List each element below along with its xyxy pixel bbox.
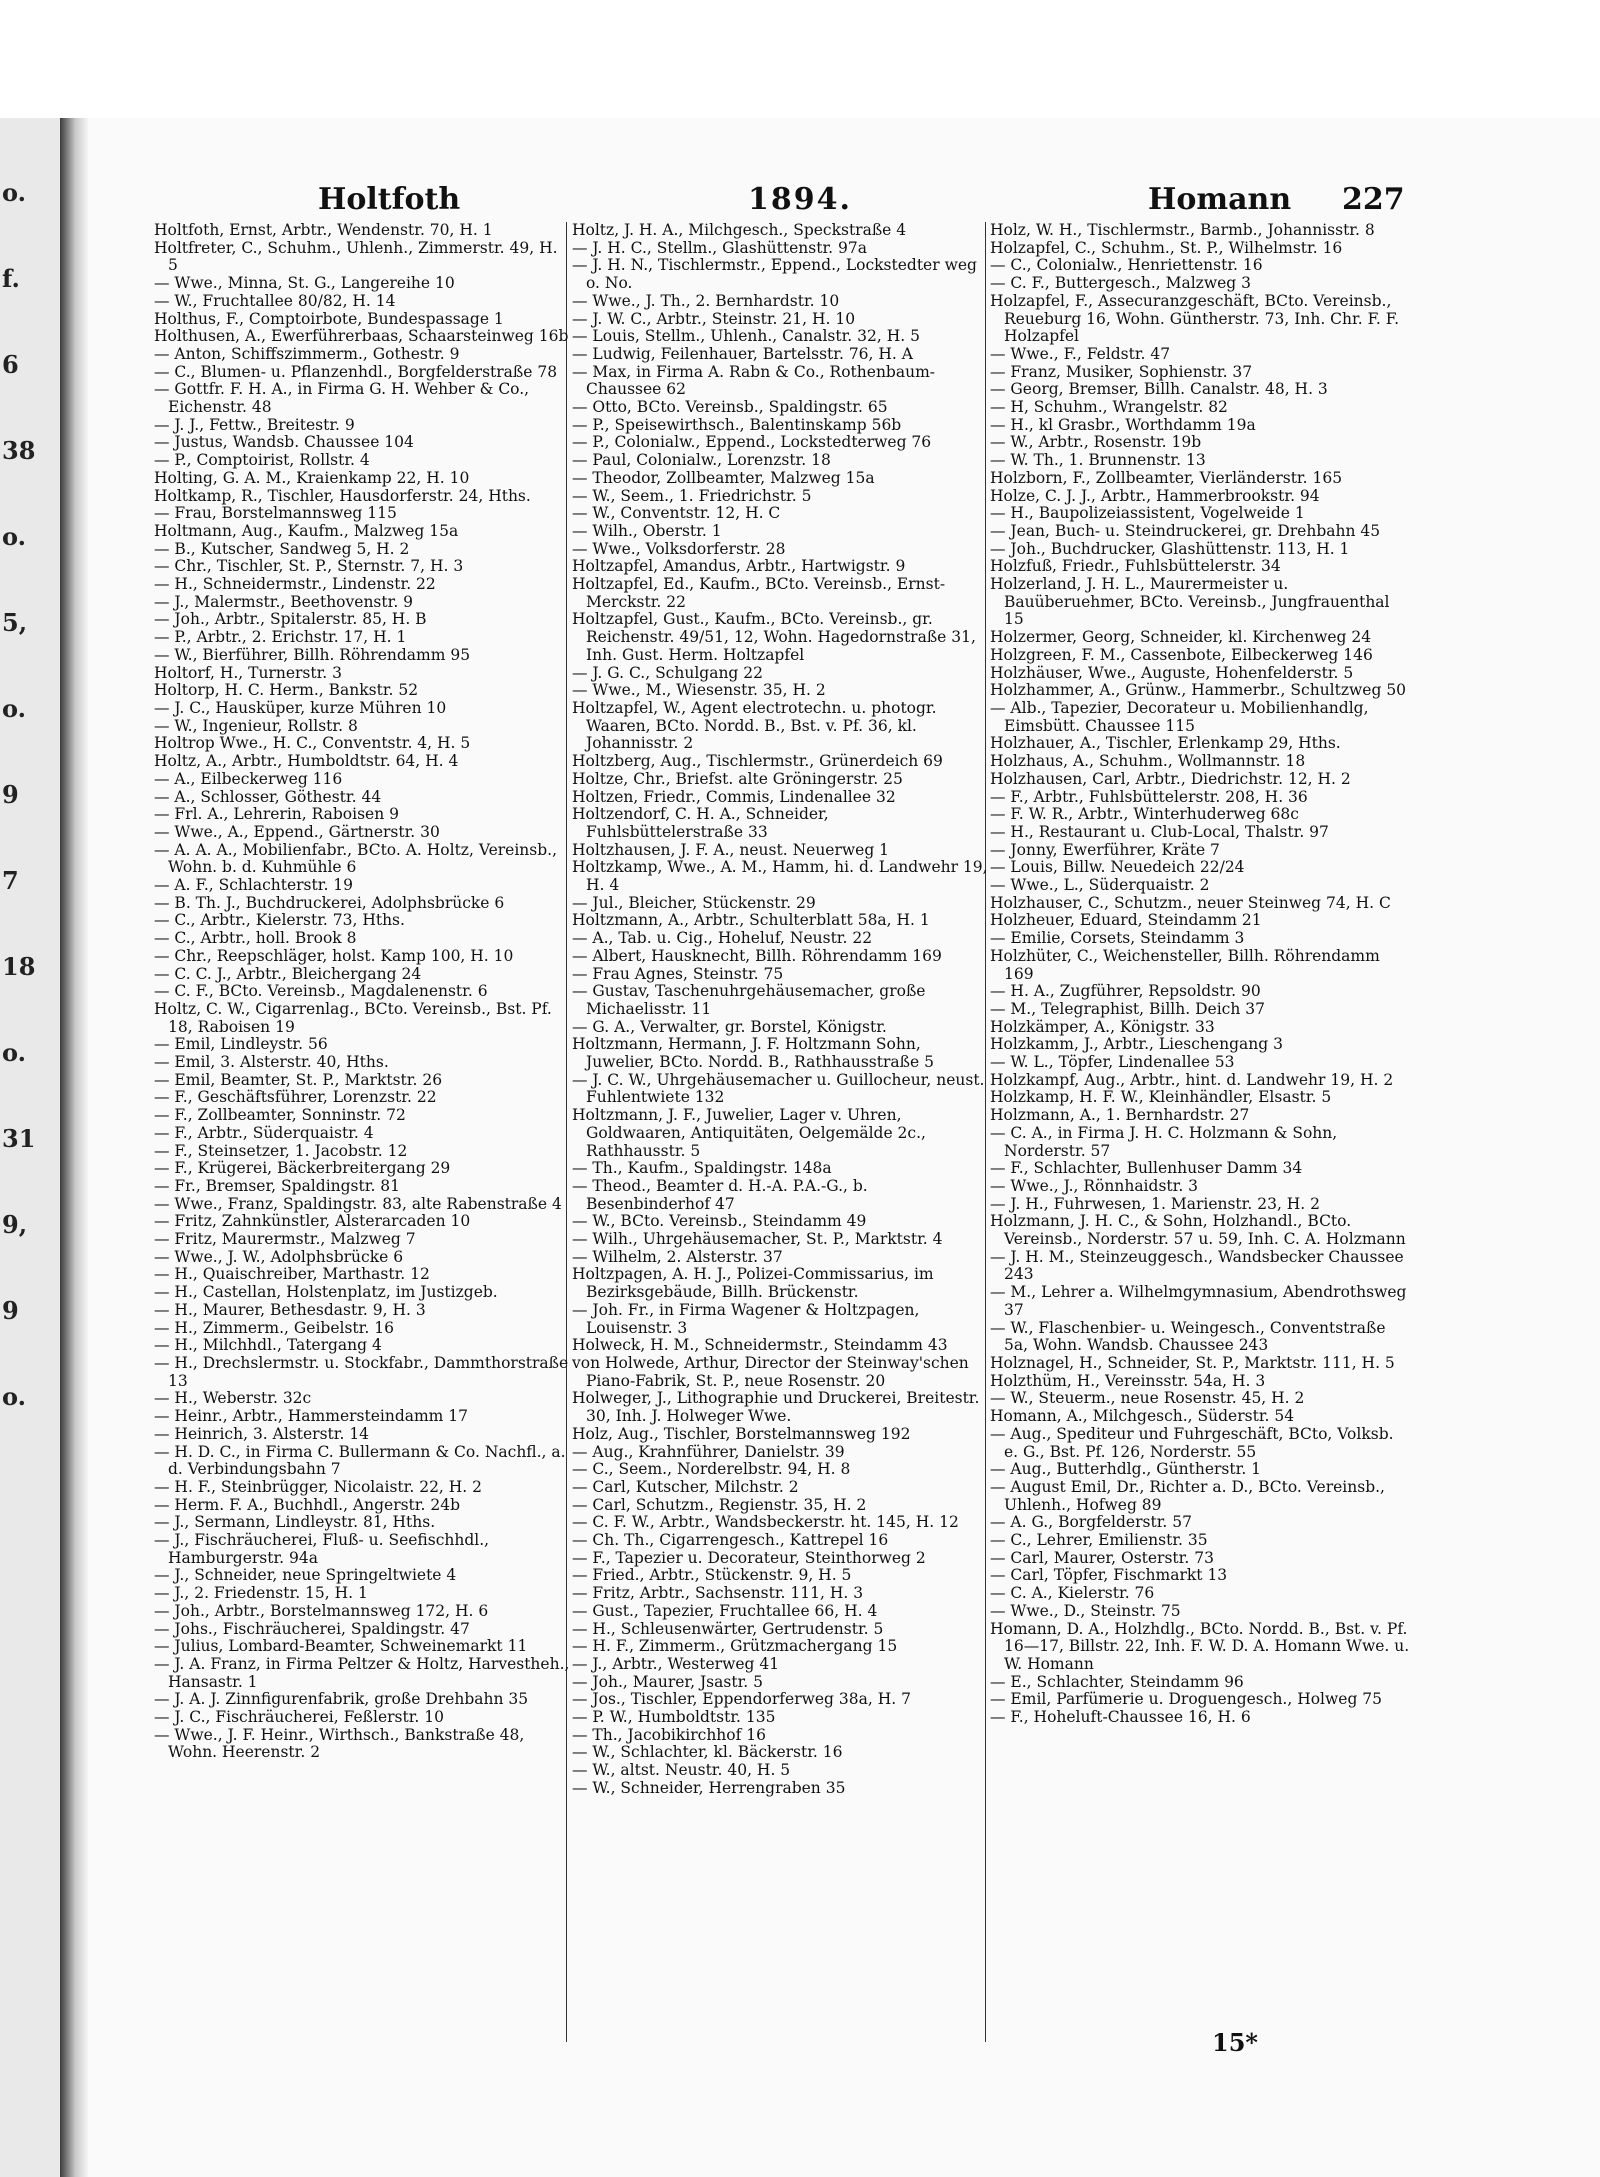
directory-entry: Holtorf, H., Turnerstr. 3 — [154, 663, 343, 682]
directory-entry: — Georg, Bremser, Billh. Canalstr. 48, H. 3 — [990, 380, 1328, 399]
directory-entry: — Wwe., D., Steinstr. 75 — [990, 1601, 1181, 1620]
directory-entry: — Joh., Buchdrucker, Glashüttenstr. 113, H. 1 — [990, 539, 1350, 558]
directory-entry: — W. Th., 1. Brunnenstr. 13 — [990, 451, 1206, 470]
directory-entry: — Fritz, Arbtr., Sachsenstr. 111, H. 3 — [572, 1584, 864, 1603]
directory-entry: Holzmann, J. H. C., & Sohn, Holzhandl., BCto. Vereinsb., Norderstr. 57 u. 59, Inh. C. A. Holzmann — [990, 1212, 1406, 1249]
directory-entry: Holzhäuser, Wwe., Auguste, Hohenfelderstr. 5 — [990, 663, 1354, 682]
directory-entry: — Joh., Maurer, Jsastr. 5 — [572, 1672, 763, 1691]
directory-entry: Holtzhausen, J. F. A., neust. Neuerweg 1 — [572, 840, 890, 859]
directory-entry: — H., Restaurant u. Club-Local, Thalstr. 97 — [990, 822, 1329, 841]
previous-page-fragment: 18 — [2, 952, 36, 981]
directory-entry: Homann, A., Milchgesch., Süderstr. 54 — [990, 1407, 1295, 1426]
directory-entry: — W., Arbtr., Rosenstr. 19b — [990, 433, 1202, 452]
book-spine — [60, 118, 88, 2177]
running-head-right: Homann — [1148, 182, 1292, 217]
directory-column-2 — [572, 222, 990, 2122]
directory-entry: — P., Speisewirthsch., Balentinskamp 56b — [572, 415, 902, 434]
directory-entry: Holzkamp, H. F. W., Kleinhändler, Elsastr. 5 — [990, 1088, 1332, 1107]
directory-entry: — H. F., Zimmerm., Grützmachergang 15 — [572, 1637, 898, 1656]
directory-entry: — Fritz, Zahnkünstler, Alsterarcaden 10 — [154, 1212, 471, 1231]
directory-entry: — J., Arbtr., Westerweg 41 — [572, 1654, 780, 1673]
directory-entry: Holting, G. A. M., Kraienkamp 22, H. 10 — [154, 468, 470, 487]
directory-entry: — C. A., in Firma J. H. C. Holzmann & Sohn, Norderstr. 57 — [990, 1123, 1338, 1160]
previous-page-fragment: o. — [2, 178, 26, 207]
directory-entry: Holweger, J., Lithographie und Druckerei, Breitestr. 30, Inh. J. Holweger Wwe. — [572, 1389, 980, 1426]
directory-entry: — Aug., Butterhdlg., Güntherstr. 1 — [990, 1460, 1262, 1479]
directory-entry: — Wwe., Franz, Spaldingstr. 83, alte Rabenstraße 4 — [154, 1194, 562, 1213]
directory-entry: — W., Fruchtallee 80/82, H. 14 — [154, 291, 396, 310]
directory-entry: — P. W., Humboldtstr. 135 — [572, 1708, 776, 1727]
directory-entry: — Th., Kaufm., Spaldingstr. 148a — [572, 1159, 832, 1178]
directory-entry: — Theod., Beamter d. H.-A. P.A.-G., b. Besenbinderhof 47 — [572, 1176, 868, 1213]
directory-entry: — J. H. M., Steinzeuggesch., Wandsbecker Chaussee 243 — [990, 1247, 1404, 1284]
directory-entry: Holtze, Chr., Briefst. alte Gröningerstr. 25 — [572, 769, 903, 788]
signature-mark: 15* — [1212, 2028, 1258, 2057]
directory-entry: — Carl, Töpfer, Fischmarkt 13 — [990, 1566, 1228, 1585]
directory-entry: — Emil, 3. Alsterstr. 40, Hths. — [154, 1053, 389, 1072]
directory-entry: — H. F., Steinbrügger, Nicolaistr. 22, H. 2 — [154, 1477, 483, 1496]
directory-entry: — Aug., Krahnführer, Danielstr. 39 — [572, 1442, 845, 1461]
directory-entry: — Jean, Buch- u. Steindruckerei, gr. Drehbahn 45 — [990, 521, 1381, 540]
directory-entry: — Wwe., J. Th., 2. Bernhardstr. 10 — [572, 291, 840, 310]
directory-entry: — F., Steinsetzer, 1. Jacobstr. 12 — [154, 1141, 408, 1160]
directory-entry: — Wwe., J., Rönnhaidstr. 3 — [990, 1176, 1199, 1195]
directory-entry: — Albert, Hausknecht, Billh. Röhrendamm 169 — [572, 946, 942, 965]
previous-page-fragment: o. — [2, 1038, 26, 1067]
directory-entry: — Emil, Lindleystr. 56 — [154, 1035, 328, 1054]
directory-entry: — H., Schneidermstr., Lindenstr. 22 — [154, 575, 436, 594]
directory-entry: Holzapfel, C., Schuhm., St. P., Wilhelmstr. 16 — [990, 238, 1343, 257]
directory-entry: — Herm. F. A., Buchhdl., Angerstr. 24b — [154, 1495, 460, 1514]
directory-entry: — Wwe., A., Eppend., Gärtnerstr. 30 — [154, 822, 440, 841]
directory-entry: Homann, D. A., Holzhdlg., BCto. Nordd. B., Bst. v. Pf. 16—17, Billstr. 22, Inh. F. W. D. A. Homann Wwe. u. W. Homann — [990, 1619, 1410, 1673]
directory-entry: — Julius, Lombard-Beamter, Schweinemarkt 11 — [154, 1637, 528, 1656]
directory-entry: Holzhüter, C., Weichensteller, Billh. Röhrendamm 169 — [990, 946, 1380, 983]
directory-entry: — Ludwig, Feilenhauer, Bartelsstr. 76, H. A — [572, 344, 913, 363]
directory-entry: — Louis, Stellm., Uhlenh., Canalstr. 32, H. 5 — [572, 327, 920, 346]
directory-entry: — A. G., Borgfelderstr. 57 — [990, 1513, 1192, 1532]
directory-entry: — Wilh., Uhrgehäusemacher, St. P., Marktstr. 4 — [572, 1230, 943, 1249]
directory-entry: — Wwe., L., Süderquaistr. 2 — [990, 876, 1210, 895]
directory-entry: — Chr., Reepschläger, holst. Kamp 100, H. 10 — [154, 946, 514, 965]
directory-entry: — Jonny, Ewerführer, Kräte 7 — [990, 840, 1220, 859]
directory-entry: Holtrop Wwe., H. C., Conventstr. 4, H. 5 — [154, 734, 471, 753]
previous-page-fragment: o. — [2, 522, 26, 551]
directory-entry: Holtzapfel, Ed., Kaufm., BCto. Vereinsb., Ernst-Merckstr. 22 — [572, 575, 946, 611]
directory-entry: Holz, W. H., Tischlermstr., Barmb., Johannisstr. 8 — [990, 222, 1375, 239]
directory-entry: — F., Geschäftsführer, Lorenzstr. 22 — [154, 1088, 437, 1107]
directory-entry: — P., Comptoirist, Rollstr. 4 — [154, 451, 370, 470]
directory-entry: — Wwe., Minna, St. G., Langereihe 10 — [154, 274, 455, 293]
directory-entry: — Wilh., Oberstr. 1 — [572, 521, 722, 540]
directory-entry: — J. G. C., Schulgang 22 — [572, 663, 764, 682]
directory-entry: — J. H. C., Stellm., Glashüttenstr. 97a — [572, 238, 867, 257]
directory-entry: — Wwe., M., Wiesenstr. 35, H. 2 — [572, 681, 826, 700]
directory-entry: Holzgreen, F. M., Cassenbote, Eilbeckerweg 146 — [990, 645, 1373, 664]
directory-entry: — Heinrich, 3. Alsterstr. 14 — [154, 1424, 370, 1443]
directory-entry: — Carl, Kutscher, Milchstr. 2 — [572, 1477, 799, 1496]
directory-entry: — H. D. C., in Firma C. Bullermann & Co. Nachfl., a. d. Verbindungsbahn 7 — [154, 1442, 566, 1479]
directory-entry: — Louis, Billw. Neuedeich 22/24 — [990, 858, 1245, 877]
page-header — [0, 182, 1600, 226]
directory-entry: — W., Schlachter, kl. Bäckerstr. 16 — [572, 1743, 843, 1762]
directory-entry: — Heinr., Arbtr., Hammersteindamm 17 — [154, 1407, 469, 1426]
directory-entry: — Frau, Borstelmannsweg 115 — [154, 504, 397, 523]
directory-entry: Holtmann, Aug., Kaufm., Malzweg 15a — [154, 521, 459, 540]
directory-entry: — Frau Agnes, Steinstr. 75 — [572, 964, 784, 983]
directory-entry: — Gustav, Taschenuhrgehäusemacher, große Michaelisstr. 11 — [572, 982, 926, 1018]
directory-entry: von Holwede, Arthur, Director der Steinway'schen Piano-Fabrik, St. P., neue Rosenstr. 20 — [572, 1354, 969, 1390]
directory-entry: Holzkampf, Aug., Arbtr., hint. d. Landwehr 19, H. 2 — [990, 1070, 1394, 1089]
directory-entry: — Gust., Tapezier, Fruchtallee 66, H. 4 — [572, 1601, 878, 1620]
directory-entry: — Fritz, Maurermstr., Malzweg 7 — [154, 1230, 416, 1249]
directory-entry: — B., Kutscher, Sandweg 5, H. 2 — [154, 539, 410, 558]
directory-entry: — Jul., Bleicher, Stückenstr. 29 — [572, 893, 816, 912]
directory-entry: — Alb., Tapezier, Decorateur u. Mobilienhandlg, Eimsbütt. Chaussee 115 — [990, 698, 1369, 735]
directory-entry: — Wwe., F., Feldstr. 47 — [990, 344, 1171, 363]
directory-entry: — H., Castellan, Holstenplatz, im Justizgeb. — [154, 1283, 498, 1302]
directory-entry: Holzhammer, A., Grünw., Hammerbr., Schultzweg 50 — [990, 681, 1407, 700]
directory-entry: — Fr., Bremser, Spaldingstr. 81 — [154, 1176, 401, 1195]
directory-entry: — J. C., Hausküper, kurze Mühren 10 — [154, 698, 447, 717]
directory-entry: Holweck, H. M., Schneidermstr., Steindamm 43 — [572, 1336, 948, 1355]
directory-entry: — P., Colonialw., Eppend., Lockstedterweg 76 — [572, 433, 932, 452]
directory-entry: — E., Schlachter, Steindamm 96 — [990, 1672, 1244, 1691]
directory-entry: — G. A., Verwalter, gr. Borstel, Königstr. — [572, 1017, 887, 1036]
directory-entry: — J. C. W., Uhrgehäusemacher u. Guillocheur, neust. Fuhlentwiete 132 — [572, 1070, 985, 1107]
directory-entry: — Carl, Schutzm., Regienstr. 35, H. 2 — [572, 1495, 867, 1514]
running-head-left: Holtfoth — [318, 182, 461, 217]
directory-entry: Holtfreter, C., Schuhm., Uhlenh., Zimmerstr. 49, H. 5 — [154, 238, 558, 275]
directory-entry: Holthus, F., Comptoirbote, Bundespassage 1 — [154, 309, 504, 328]
directory-entry: — P., Arbtr., 2. Erichstr. 17, H. 1 — [154, 628, 407, 647]
directory-entry: — C. F. W., Arbtr., Wandsbeckerstr. ht. 145, H. 12 — [572, 1513, 959, 1532]
directory-entry: Holtzberg, Aug., Tischlermstr., Grünerdeich 69 — [572, 752, 943, 771]
directory-entry: Holz, Aug., Tischler, Borstelmannsweg 192 — [572, 1424, 911, 1443]
directory-entry: — W., Schneider, Herrengraben 35 — [572, 1778, 846, 1797]
directory-entry: — Wwe., Volksdorferstr. 28 — [572, 539, 786, 558]
directory-entry: Holznagel, H., Schneider, St. P., Marktstr. 111, H. 5 — [990, 1354, 1395, 1372]
previous-page-fragment: 9, — [2, 1210, 28, 1239]
directory-entry: — J., Sermann, Lindleystr. 81, Hths. — [154, 1513, 436, 1532]
directory-entry: — August Emil, Dr., Richter a. D., BCto. Vereinsb., Uhlenh., Hofweg 89 — [990, 1477, 1385, 1514]
directory-entry: — Emil, Parfümerie u. Droguengesch., Holweg 75 — [990, 1690, 1383, 1709]
directory-entry: — Max, in Firma A. Rabn & Co., Rothenbaum-Chaussee 62 — [572, 362, 936, 399]
directory-entry: — H., Baupolizeiassistent, Vogelweide 1 — [990, 504, 1305, 523]
directory-entry: Holze, C. J. J., Arbtr., Hammerbrookstr. 94 — [990, 486, 1320, 505]
directory-entry: — Paul, Colonialw., Lorenzstr. 18 — [572, 451, 831, 470]
directory-entry: — Wilhelm, 2. Alsterstr. 37 — [572, 1247, 783, 1266]
directory-entry: — Frl. A., Lehrerin, Raboisen 9 — [154, 805, 399, 824]
directory-entry: Holtfoth, Ernst, Arbtr., Wendenstr. 70, H. 1 — [154, 222, 493, 239]
directory-entry: — F., Zollbeamter, Sonninstr. 72 — [154, 1106, 406, 1125]
directory-entry: — Franz, Musiker, Sophienstr. 37 — [990, 362, 1253, 381]
previous-page-fragment: 31 — [2, 1124, 36, 1153]
directory-entry: Holzthüm, H., Vereinsstr. 54a, H. 3 — [990, 1371, 1266, 1390]
directory-entry: — H., Weberstr. 32c — [154, 1389, 312, 1408]
directory-entry: — Aug., Spediteur und Fuhrgeschäft, BCto, Volksb. e. G., Bst. Pf. 126, Norderstr. 55 — [990, 1424, 1394, 1461]
directory-entry: — Joh., Arbtr., Spitalerstr. 85, H. B — [154, 610, 427, 629]
directory-entry: — W., altst. Neustr. 40, H. 5 — [572, 1761, 791, 1780]
directory-entry: Holzkämper, A., Königstr. 33 — [990, 1017, 1215, 1036]
previous-page-fragment: f. — [2, 264, 20, 293]
directory-entry: — F., Tapezier u. Decorateur, Steinthorweg 2 — [572, 1548, 926, 1567]
directory-entry: — J. H. N., Tischlermstr., Eppend., Lockstedter weg o. No. — [572, 256, 977, 293]
directory-entry: — H., Maurer, Bethesdastr. 9, H. 3 — [154, 1300, 426, 1319]
directory-entry: — J., Malermstr., Beethovenstr. 9 — [154, 592, 414, 611]
directory-entry: — Ch. Th., Cigarrengesch., Kattrepel 16 — [572, 1531, 889, 1550]
directory-entry: Holtz, J. H. A., Milchgesch., Speckstraße 4 — [572, 222, 907, 239]
previous-page-fragment: 7 — [2, 866, 19, 895]
directory-entry: Holzkamm, J., Arbtr., Lieschengang 3 — [990, 1035, 1283, 1054]
directory-entry: Holtzen, Friedr., Commis, Lindenallee 32 — [572, 787, 896, 806]
directory-entry: Holtkamp, R., Tischler, Hausdorferstr. 24, Hths. — [154, 486, 531, 505]
directory-entry: — Theodor, Zollbeamter, Malzweg 15a — [572, 468, 875, 487]
directory-entry: — F., Krügerei, Bäckerbreitergang 29 — [154, 1159, 451, 1178]
directory-entry: — Emil, Beamter, St. P., Marktstr. 26 — [154, 1070, 443, 1089]
directory-entry: — H., Zimmerm., Geibelstr. 16 — [154, 1318, 394, 1337]
directory-entry: — H., Drechslermstr. u. Stockfabr., Dammthorstraße 13 — [154, 1354, 569, 1390]
directory-entry: — W., Ingenieur, Rollstr. 8 — [154, 716, 358, 735]
directory-entry: — C. C. J., Arbtr., Bleichergang 24 — [154, 964, 422, 983]
directory-entry: — H., Schleusenwärter, Gertrudenstr. 5 — [572, 1619, 884, 1638]
directory-entry: — W., Flaschenbier- u. Weingesch., Conventstraße 5a, Wohn. Wandsb. Chaussee 243 — [990, 1318, 1386, 1355]
directory-entry: — W., Seem., 1. Friedrichstr. 5 — [572, 486, 812, 505]
previous-page-fragment: 38 — [2, 436, 36, 465]
directory-entry: Holtzmann, J. F., Juwelier, Lager v. Uhren, Goldwaaren, Antiquitäten, Oelgemälde 2c., Rathhausstr. 5 — [572, 1106, 926, 1160]
directory-entry: — W., Conventstr. 12, H. C — [572, 504, 781, 523]
directory-entry: — J. A. Franz, in Firma Peltzer & Holtz, Harvestheh., Hansastr. 1 — [154, 1654, 570, 1691]
directory-entry: Holthusen, A., Ewerführerbaas, Schaarsteinweg 16b — [154, 327, 569, 346]
directory-entry: — A., Schlosser, Göthestr. 44 — [154, 787, 382, 806]
directory-entry: — H., Milchhdl., Tatergang 4 — [154, 1336, 382, 1355]
directory-entry: — F., Schlachter, Bullenhuser Damm 34 — [990, 1159, 1303, 1178]
directory-entry: Holtzkamp, Wwe., A. M., Hamm, hi. d. Landwehr 19, H. 4 — [572, 858, 988, 895]
directory-entry: — H, Schuhm., Wrangelstr. 82 — [990, 398, 1228, 417]
directory-entry: — W., Steuerm., neue Rosenstr. 45, H. 2 — [990, 1389, 1305, 1408]
previous-page-fragment: 9 — [2, 780, 19, 809]
directory-entry: — H., kl Grasbr., Worthdamm 19a — [990, 415, 1256, 434]
directory-entry: — Emilie, Corsets, Steindamm 3 — [990, 929, 1245, 948]
directory-entry: — F. W. R., Arbtr., Winterhuderweg 68c — [990, 805, 1299, 824]
directory-entry: — F., Arbtr., Süderquaistr. 4 — [154, 1123, 374, 1142]
directory-entry: — W. L., Töpfer, Lindenallee 53 — [990, 1053, 1235, 1072]
directory-entry: — Otto, BCto. Vereinsb., Spaldingstr. 65 — [572, 398, 888, 417]
directory-column-1 — [154, 222, 572, 2122]
directory-entry: Holzapfel, F., Assecuranzgeschäft, BCto. Vereinsb., Reueburg 16, Wohn. Güntherstr. 73, Inh. Chr. F. F. Holzapfel — [990, 291, 1400, 346]
directory-entry: — Jos., Tischler, Eppendorferweg 38a, H. 7 — [572, 1690, 911, 1709]
directory-entry: — Wwe., J. F. Heinr., Wirthsch., Bankstraße 48, Wohn. Heerenstr. 2 — [154, 1725, 525, 1762]
directory-entry: Holtorp, H. C. Herm., Bankstr. 52 — [154, 681, 419, 700]
directory-entry: — F., Hoheluft-Chaussee 16, H. 6 — [990, 1708, 1251, 1727]
directory-entry: Holtz, A., Arbtr., Humboldtstr. 64, H. 4 — [154, 752, 459, 771]
page-year: 1894. — [748, 182, 852, 217]
directory-entry: Holzermer, Georg, Schneider, kl. Kirchenweg 24 — [990, 628, 1372, 647]
directory-entry: — B. Th. J., Buchdruckerei, Adolphsbrücke 6 — [154, 893, 505, 912]
directory-entry: — J. C., Fischräucherei, Feßlerstr. 10 — [154, 1708, 445, 1727]
page-number: 227 — [1342, 182, 1405, 217]
directory-entry: — C. F., Buttergesch., Malzweg 3 — [990, 274, 1252, 293]
directory-entry: — C., Arbtr., holl. Brook 8 — [154, 929, 357, 948]
directory-entry: Holzhauer, A., Tischler, Erlenkamp 29, Hths. — [990, 734, 1341, 753]
directory-entry: Holtzmann, Hermann, J. F. Holtzmann Sohn, Juwelier, BCto. Nordd. B., Rathhausstraße 5 — [572, 1035, 934, 1072]
directory-entry: — A., Eilbeckerweg 116 — [154, 769, 343, 788]
previous-page-edge — [0, 118, 60, 2177]
directory-entry: Holtzapfel, Gust., Kaufm., BCto. Vereinsb., gr. Reichenstr. 49/51, 12, Wohn. Hagedornstraße 31, Inh. Gust. Herm. Holtzapfel — [572, 610, 976, 664]
directory-entry: — J. J., Fettw., Breitestr. 9 — [154, 415, 355, 434]
directory-entry: — C., Lehrer, Emilienstr. 35 — [990, 1531, 1208, 1550]
directory-entry: Holzerland, J. H. L., Maurermeister u. Bauüberuehmer, BCto. Vereinsb., Jungfrauenthal 15 — [990, 575, 1390, 629]
directory-column-3 — [990, 222, 1410, 2122]
directory-entry: Holzhausen, Carl, Arbtr., Diedrichstr. 12, H. 2 — [990, 769, 1351, 788]
directory-entry: — W., Bierführer, Billh. Röhrendamm 95 — [154, 645, 471, 664]
directory-entry: Holtz, C. W., Cigarrenlag., BCto. Vereinsb., Bst. Pf. 18, Raboisen 19 — [154, 999, 552, 1036]
directory-entry: — Johs., Fischräucherei, Spaldingstr. 47 — [154, 1619, 470, 1638]
directory-entry: — C. A., Kielerstr. 76 — [990, 1584, 1155, 1603]
directory-entry: — Anton, Schiffszimmerm., Gothestr. 9 — [154, 344, 460, 363]
previous-page-fragment: 5, — [2, 608, 28, 637]
directory-entry: — J. H., Fuhrwesen, 1. Marienstr. 23, H. 2 — [990, 1194, 1321, 1213]
directory-entry: Holzheuer, Eduard, Steindamm 21 — [990, 911, 1262, 930]
directory-entry: — Gottfr. F. H. A., in Firma G. H. Wehber & Co., Eichenstr. 48 — [154, 380, 530, 417]
previous-page-fragment: 9 — [2, 1296, 19, 1325]
directory-entry: Holzmann, A., 1. Bernhardstr. 27 — [990, 1106, 1250, 1125]
directory-entry: — J., 2. Friedenstr. 15, H. 1 — [154, 1584, 368, 1603]
directory-entry: Holtzapfel, Amandus, Arbtr., Hartwigstr. 9 — [572, 557, 906, 576]
directory-entry: Holtzpagen, A. H. J., Polizei-Commissarius, im Bezirksgebäude, Billh. Brückenstr. — [572, 1265, 934, 1302]
directory-entry: — M., Lehrer a. Wilhelmgymnasium, Abendrothsweg 37 — [990, 1283, 1407, 1319]
directory-entry: — A. A. A., Mobilienfabr., BCto. A. Holtz, Vereinsb., Wohn. b. d. Kuhmühle 6 — [154, 840, 558, 877]
directory-entry: Holtzapfel, W., Agent electrotechn. u. photogr. Waaren, BCto. Nordd. B., Bst. v. Pf. 36, kl. Johannisstr. 2 — [572, 698, 937, 753]
previous-page-fragment: 6 — [2, 350, 19, 379]
directory-entry: Holzfuß, Friedr., Fuhlsbüttelerstr. 34 — [990, 557, 1281, 576]
directory-entry: Holtzmann, A., Arbtr., Schulterblatt 58a, H. 1 — [572, 911, 930, 930]
directory-entry: — H. A., Zugführer, Repsoldstr. 90 — [990, 982, 1261, 1001]
directory-entry: — Fried., Arbtr., Stückenstr. 9, H. 5 — [572, 1566, 852, 1585]
directory-entry: — Joh. Fr., in Firma Wagener & Holtzpagen, Louisenstr. 3 — [572, 1300, 920, 1337]
directory-entry: — Carl, Maurer, Osterstr. 73 — [990, 1548, 1214, 1567]
directory-entry: — A. F., Schlachterstr. 19 — [154, 876, 354, 895]
directory-entry: — J. W. C., Arbtr., Steinstr. 21, H. 10 — [572, 309, 856, 328]
directory-entry: — H., Quaischreiber, Marthastr. 12 — [154, 1265, 430, 1284]
directory-entry: — Justus, Wandsb. Chaussee 104 — [154, 433, 414, 452]
directory-entry: — C. F., BCto. Vereinsb., Magdalenenstr. 6 — [154, 982, 488, 1001]
previous-page-fragment: o. — [2, 1382, 26, 1411]
directory-entry: Holzhauser, C., Schutzm., neuer Steinweg 74, H. C — [990, 893, 1391, 912]
directory-entry: Holtzendorf, C. H. A., Schneider, Fuhlsbüttelerstraße 33 — [572, 805, 829, 841]
directory-entry: — J., Schneider, neue Springeltwiete 4 — [154, 1566, 457, 1585]
directory-entry: — Wwe., J. W., Adolphsbrücke 6 — [154, 1247, 404, 1266]
directory-entry: — Th., Jacobikirchhof 16 — [572, 1725, 766, 1744]
directory-entry: — J. A. J. Zinnfigurenfabrik, große Drehbahn 35 — [154, 1690, 529, 1709]
directory-entry: — Chr., Tischler, St. P., Sternstr. 7, H. 3 — [154, 557, 464, 576]
directory-entry: — A., Tab. u. Cig., Hoheluf, Neustr. 22 — [572, 929, 873, 948]
directory-entry: — C., Colonialw., Henriettenstr. 16 — [990, 256, 1263, 275]
directory-entry: — F., Arbtr., Fuhlsbüttelerstr. 208, H. 36 — [990, 787, 1308, 806]
directory-entry: — Joh., Arbtr., Borstelmannsweg 172, H. 6 — [154, 1601, 489, 1620]
directory-entry: Holzborn, F., Zollbeamter, Vierländerstr. 165 — [990, 468, 1343, 487]
directory-entry: — W., BCto. Vereinsb., Steindamm 49 — [572, 1212, 867, 1231]
directory-entry: — C., Arbtr., Kielerstr. 73, Hths. — [154, 911, 405, 930]
directory-entry: Holzhaus, A., Schuhm., Wollmannstr. 18 — [990, 752, 1306, 771]
directory-entry: — J., Fischräucherei, Fluß- u. Seefischhdl., Hamburgerstr. 94a — [154, 1531, 490, 1567]
directory-entry: — C., Blumen- u. Pflanzenhdl., Borgfelderstraße 78 — [154, 362, 558, 381]
directory-entry: — C., Seem., Norderelbstr. 94, H. 8 — [572, 1460, 851, 1479]
previous-page-fragment: o. — [2, 694, 26, 723]
directory-entry: — M., Telegraphist, Billh. Deich 37 — [990, 999, 1265, 1018]
